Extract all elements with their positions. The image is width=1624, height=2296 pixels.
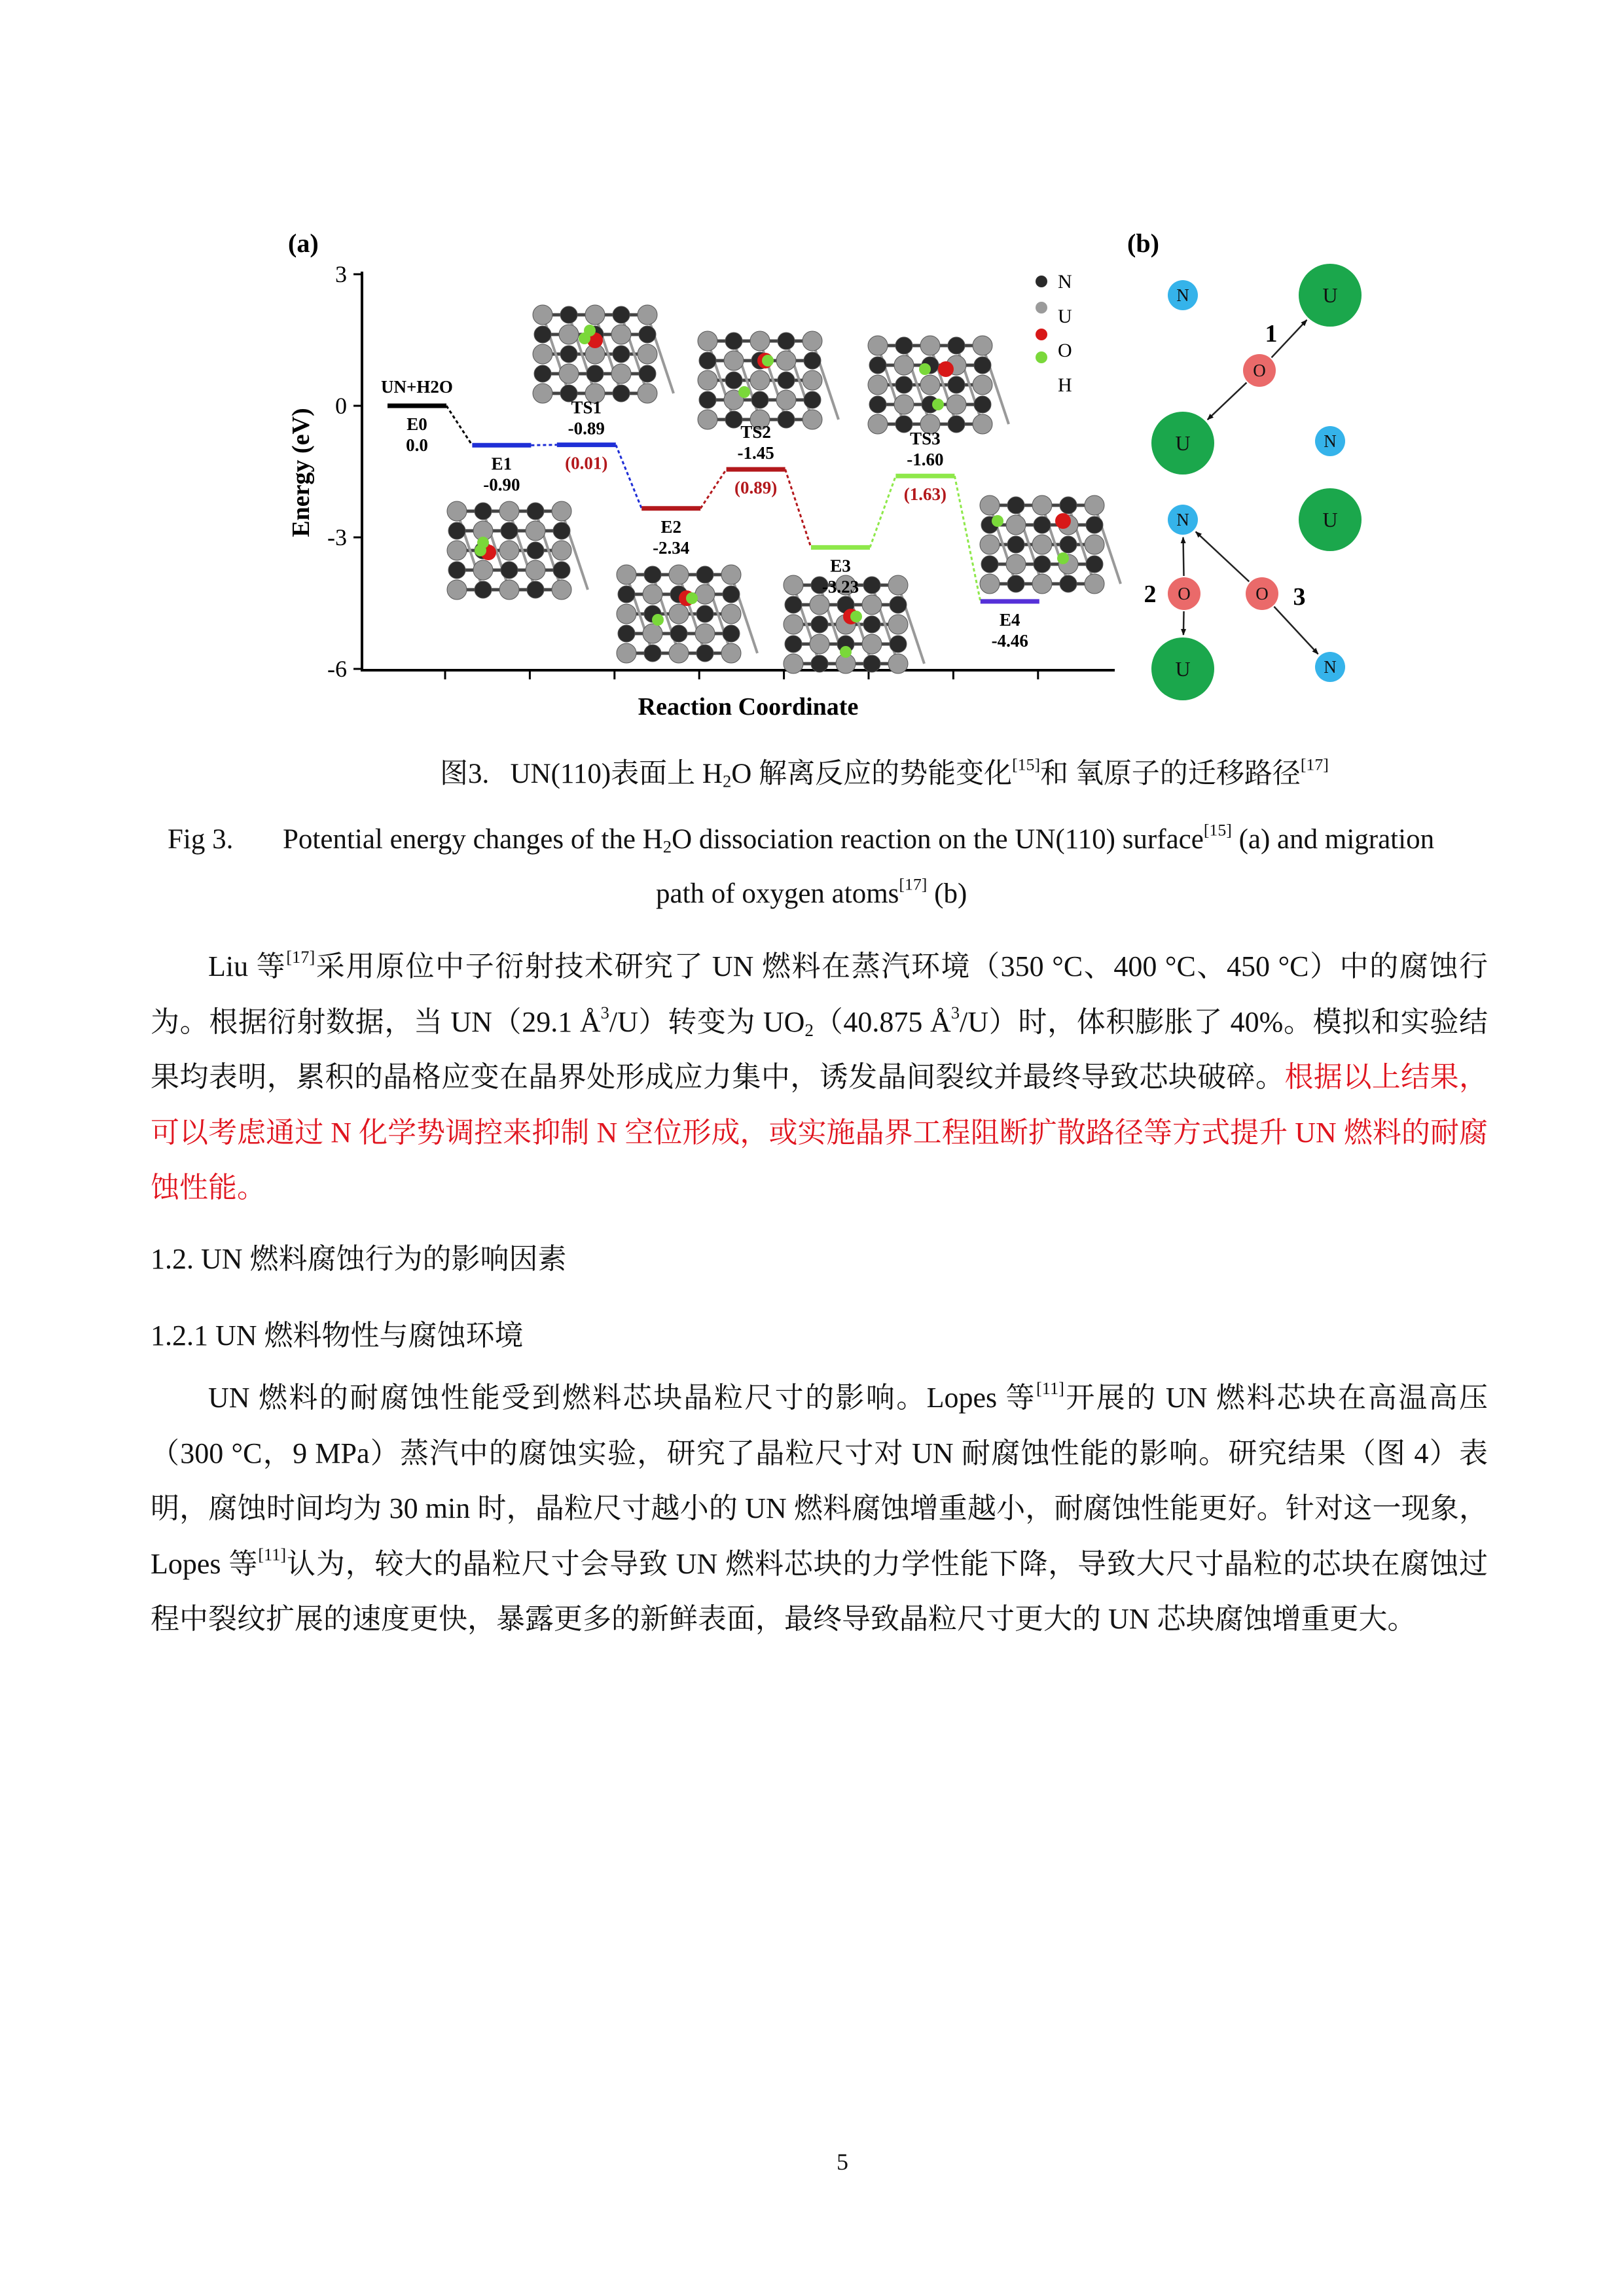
figure-3 bbox=[0, 0, 1624, 726]
caption-sub: 2 bbox=[662, 836, 672, 857]
state-name-label: E1 bbox=[491, 454, 513, 474]
surface-structure-image bbox=[533, 305, 674, 403]
legend-marker-u bbox=[1036, 302, 1047, 314]
figure-caption-en-label: Fig 3. bbox=[168, 824, 234, 855]
atom-label: U bbox=[1175, 657, 1191, 681]
atom-label: N bbox=[1176, 510, 1189, 529]
caption-en-text: path of oxygen atoms bbox=[656, 878, 899, 909]
atom-label: U bbox=[1175, 431, 1191, 455]
legend-marker-o bbox=[1036, 329, 1047, 340]
figure-caption-en-line2 bbox=[656, 874, 967, 910]
page-number: 5 bbox=[837, 2149, 848, 2175]
citation: [17] bbox=[286, 947, 316, 967]
legend-label: N bbox=[1058, 271, 1072, 293]
surface-structure-image bbox=[980, 495, 1121, 594]
caption-en-text: O dissociation reaction on the UN(110) surface bbox=[672, 824, 1204, 855]
migration-arrow bbox=[1208, 383, 1247, 420]
figure-caption-cn bbox=[440, 751, 1329, 791]
caption-sub: 2 bbox=[722, 771, 732, 791]
y-tick-label: 0 bbox=[335, 393, 347, 419]
citation: [15] bbox=[1203, 820, 1232, 840]
state-energy-label: -1.60 bbox=[907, 450, 944, 470]
level-connector bbox=[616, 445, 641, 509]
reactant-label: UN+H2O bbox=[381, 377, 453, 397]
caption-en-text: Potential energy changes of the H bbox=[283, 824, 663, 855]
paragraph-text: /U）转变为 UO bbox=[609, 1005, 805, 1038]
atom-label: N bbox=[1176, 285, 1189, 305]
paragraph-text: 认为，较大的晶粒尺寸会导致 UN 燃料芯块的力学性能下降，导致大尺寸晶粒的芯块在腐蚀过程中裂纹扩展的速度更快，暴露更多的新鲜表面，最终导致晶粒尺寸更大的 UN 芯块腐蚀增重更大。 bbox=[151, 1547, 1488, 1635]
caption-en-text: (a) and migration bbox=[1231, 824, 1435, 855]
caption-en-text: (b) bbox=[927, 878, 967, 909]
level-connector bbox=[700, 469, 726, 509]
surface-structure-image bbox=[617, 565, 757, 663]
migration-arrow bbox=[1196, 531, 1250, 581]
level-connector bbox=[446, 406, 472, 445]
paragraph-text: 根据以上结果，可以考虑通过 N 化学势调控来抑制 N 空位形成，或实施晶界工程阻断扩散路径等方式提升 UN 燃料的耐腐蚀性能。 bbox=[151, 1061, 1489, 1204]
state-energy-label: 0.0 bbox=[406, 435, 428, 455]
y-tick-label: -3 bbox=[327, 524, 347, 550]
surface-structure-image bbox=[447, 501, 588, 600]
paragraph-liu bbox=[151, 939, 1488, 1216]
oxygen-migration-diagram bbox=[1127, 228, 1362, 700]
legend-label: H bbox=[1058, 374, 1072, 396]
atom-label: N bbox=[1324, 431, 1337, 451]
path-number-label: 2 bbox=[1144, 581, 1157, 608]
legend-label: O bbox=[1058, 340, 1072, 361]
energy-profile-chart bbox=[287, 228, 1121, 721]
state-energy-label: -3.23 bbox=[821, 577, 859, 597]
paragraph-text: （40.875 Å bbox=[814, 1005, 951, 1038]
path-number-label: 3 bbox=[1293, 583, 1306, 611]
state-energy-label: -0.90 bbox=[483, 475, 520, 495]
section-heading-1-2: 1.2. UN 燃料腐蚀行为的影响因素 bbox=[151, 1243, 567, 1275]
citation: [11] bbox=[258, 1544, 287, 1564]
state-name-label: E2 bbox=[660, 516, 681, 537]
paragraph-lopes bbox=[151, 1371, 1488, 1647]
paragraph-text: UN 燃料的耐腐蚀性能受到燃料芯块晶粒尺寸的影响。Lopes 等 bbox=[208, 1382, 1036, 1414]
atom-label: O bbox=[1253, 361, 1266, 380]
barrier-label: (0.01) bbox=[565, 453, 608, 473]
legend-marker-h bbox=[1036, 351, 1047, 363]
legend-label: U bbox=[1058, 306, 1072, 327]
caption-cn-label: 图3. bbox=[440, 759, 490, 789]
citation: [17] bbox=[899, 874, 928, 894]
panel-b-label: (b) bbox=[1127, 228, 1159, 258]
level-connector bbox=[531, 445, 556, 446]
panel-a-label: (a) bbox=[288, 228, 319, 258]
citation: 3 bbox=[600, 1002, 609, 1022]
surface-structure-image bbox=[698, 331, 839, 429]
level-connector bbox=[954, 476, 980, 601]
citation: [11] bbox=[1036, 1378, 1064, 1399]
barrier-label: (0.89) bbox=[734, 478, 778, 498]
atom-label: U bbox=[1322, 508, 1338, 531]
paragraph-text: 开展的 UN 燃料芯块在高温高压（300 °C，9 MPa）蒸汽中的腐蚀实验，研究了晶粒尺寸对 UN 耐腐蚀性能的影响。研究结果（图 4）表明，腐蚀时间均为 30 min 时，晶粒尺寸越小的 UN 燃料腐蚀增重越小，耐腐蚀性能更好。针对这一现象，Lopes 等 bbox=[151, 1382, 1489, 1580]
migration-arrow bbox=[1183, 611, 1184, 635]
state-name-label: TS3 bbox=[910, 429, 941, 449]
surface-structure-image bbox=[868, 336, 1009, 434]
migration-arrow bbox=[1274, 607, 1318, 654]
citation: [15] bbox=[1012, 755, 1041, 774]
state-name-label: TS1 bbox=[571, 397, 602, 418]
state-name-label: TS2 bbox=[740, 422, 771, 442]
y-tick-label: -6 bbox=[327, 656, 347, 682]
y-axis-label: Energy (eV) bbox=[287, 408, 315, 537]
citation: [17] bbox=[1300, 755, 1329, 774]
paragraph-text: 采用原位中子衍射技术研究了 UN 燃料在蒸汽环境（350 °C、400 °C、450 °C）中的腐蚀行为。根据衍射数据，当 UN（29.1 Å bbox=[151, 950, 1488, 1038]
paragraph-text: /U）时，体积膨胀了 40%。模拟和实验结果均表明，累积的晶格应变在晶界处形成应力集中，诱发晶间裂纹并最终导致芯块破碎。 bbox=[151, 1005, 1488, 1093]
level-connector bbox=[870, 476, 895, 547]
state-energy-label: -4.46 bbox=[991, 630, 1028, 651]
caption-cn-text: 和 氧原子的迁移路径 bbox=[1040, 759, 1301, 789]
state-energy-label: -0.89 bbox=[568, 418, 605, 439]
atom-label: U bbox=[1322, 283, 1338, 307]
citation: 3 bbox=[950, 1002, 960, 1022]
y-tick-label: 3 bbox=[335, 261, 347, 287]
state-name-label: E4 bbox=[1000, 609, 1020, 630]
paragraph-text: Liu 等 bbox=[208, 950, 287, 982]
section-heading-1-2-1: 1.2.1 UN 燃料物性与腐蚀环境 bbox=[151, 1319, 524, 1352]
level-connector bbox=[785, 469, 811, 547]
state-energy-label: -2.34 bbox=[653, 537, 690, 558]
state-energy-label: -1.45 bbox=[737, 443, 774, 463]
path-number-label: 1 bbox=[1265, 320, 1278, 348]
legend-marker-n bbox=[1036, 276, 1047, 287]
caption-cn-text: O 解离反应的势能变化 bbox=[731, 759, 1013, 789]
barrier-label: (1.63) bbox=[903, 484, 947, 505]
atom-label: O bbox=[1255, 584, 1269, 603]
state-name-label: E3 bbox=[830, 556, 851, 576]
atom-label: O bbox=[1178, 584, 1191, 603]
x-axis-label: Reaction Coordinate bbox=[638, 693, 859, 721]
paragraph-text: 2 bbox=[804, 1020, 814, 1040]
caption-cn-text: UN(110)表面上 H bbox=[510, 759, 723, 789]
figure-caption-en-line1 bbox=[283, 820, 1435, 857]
state-name-label: E0 bbox=[406, 414, 427, 434]
atom-label: N bbox=[1324, 657, 1337, 677]
